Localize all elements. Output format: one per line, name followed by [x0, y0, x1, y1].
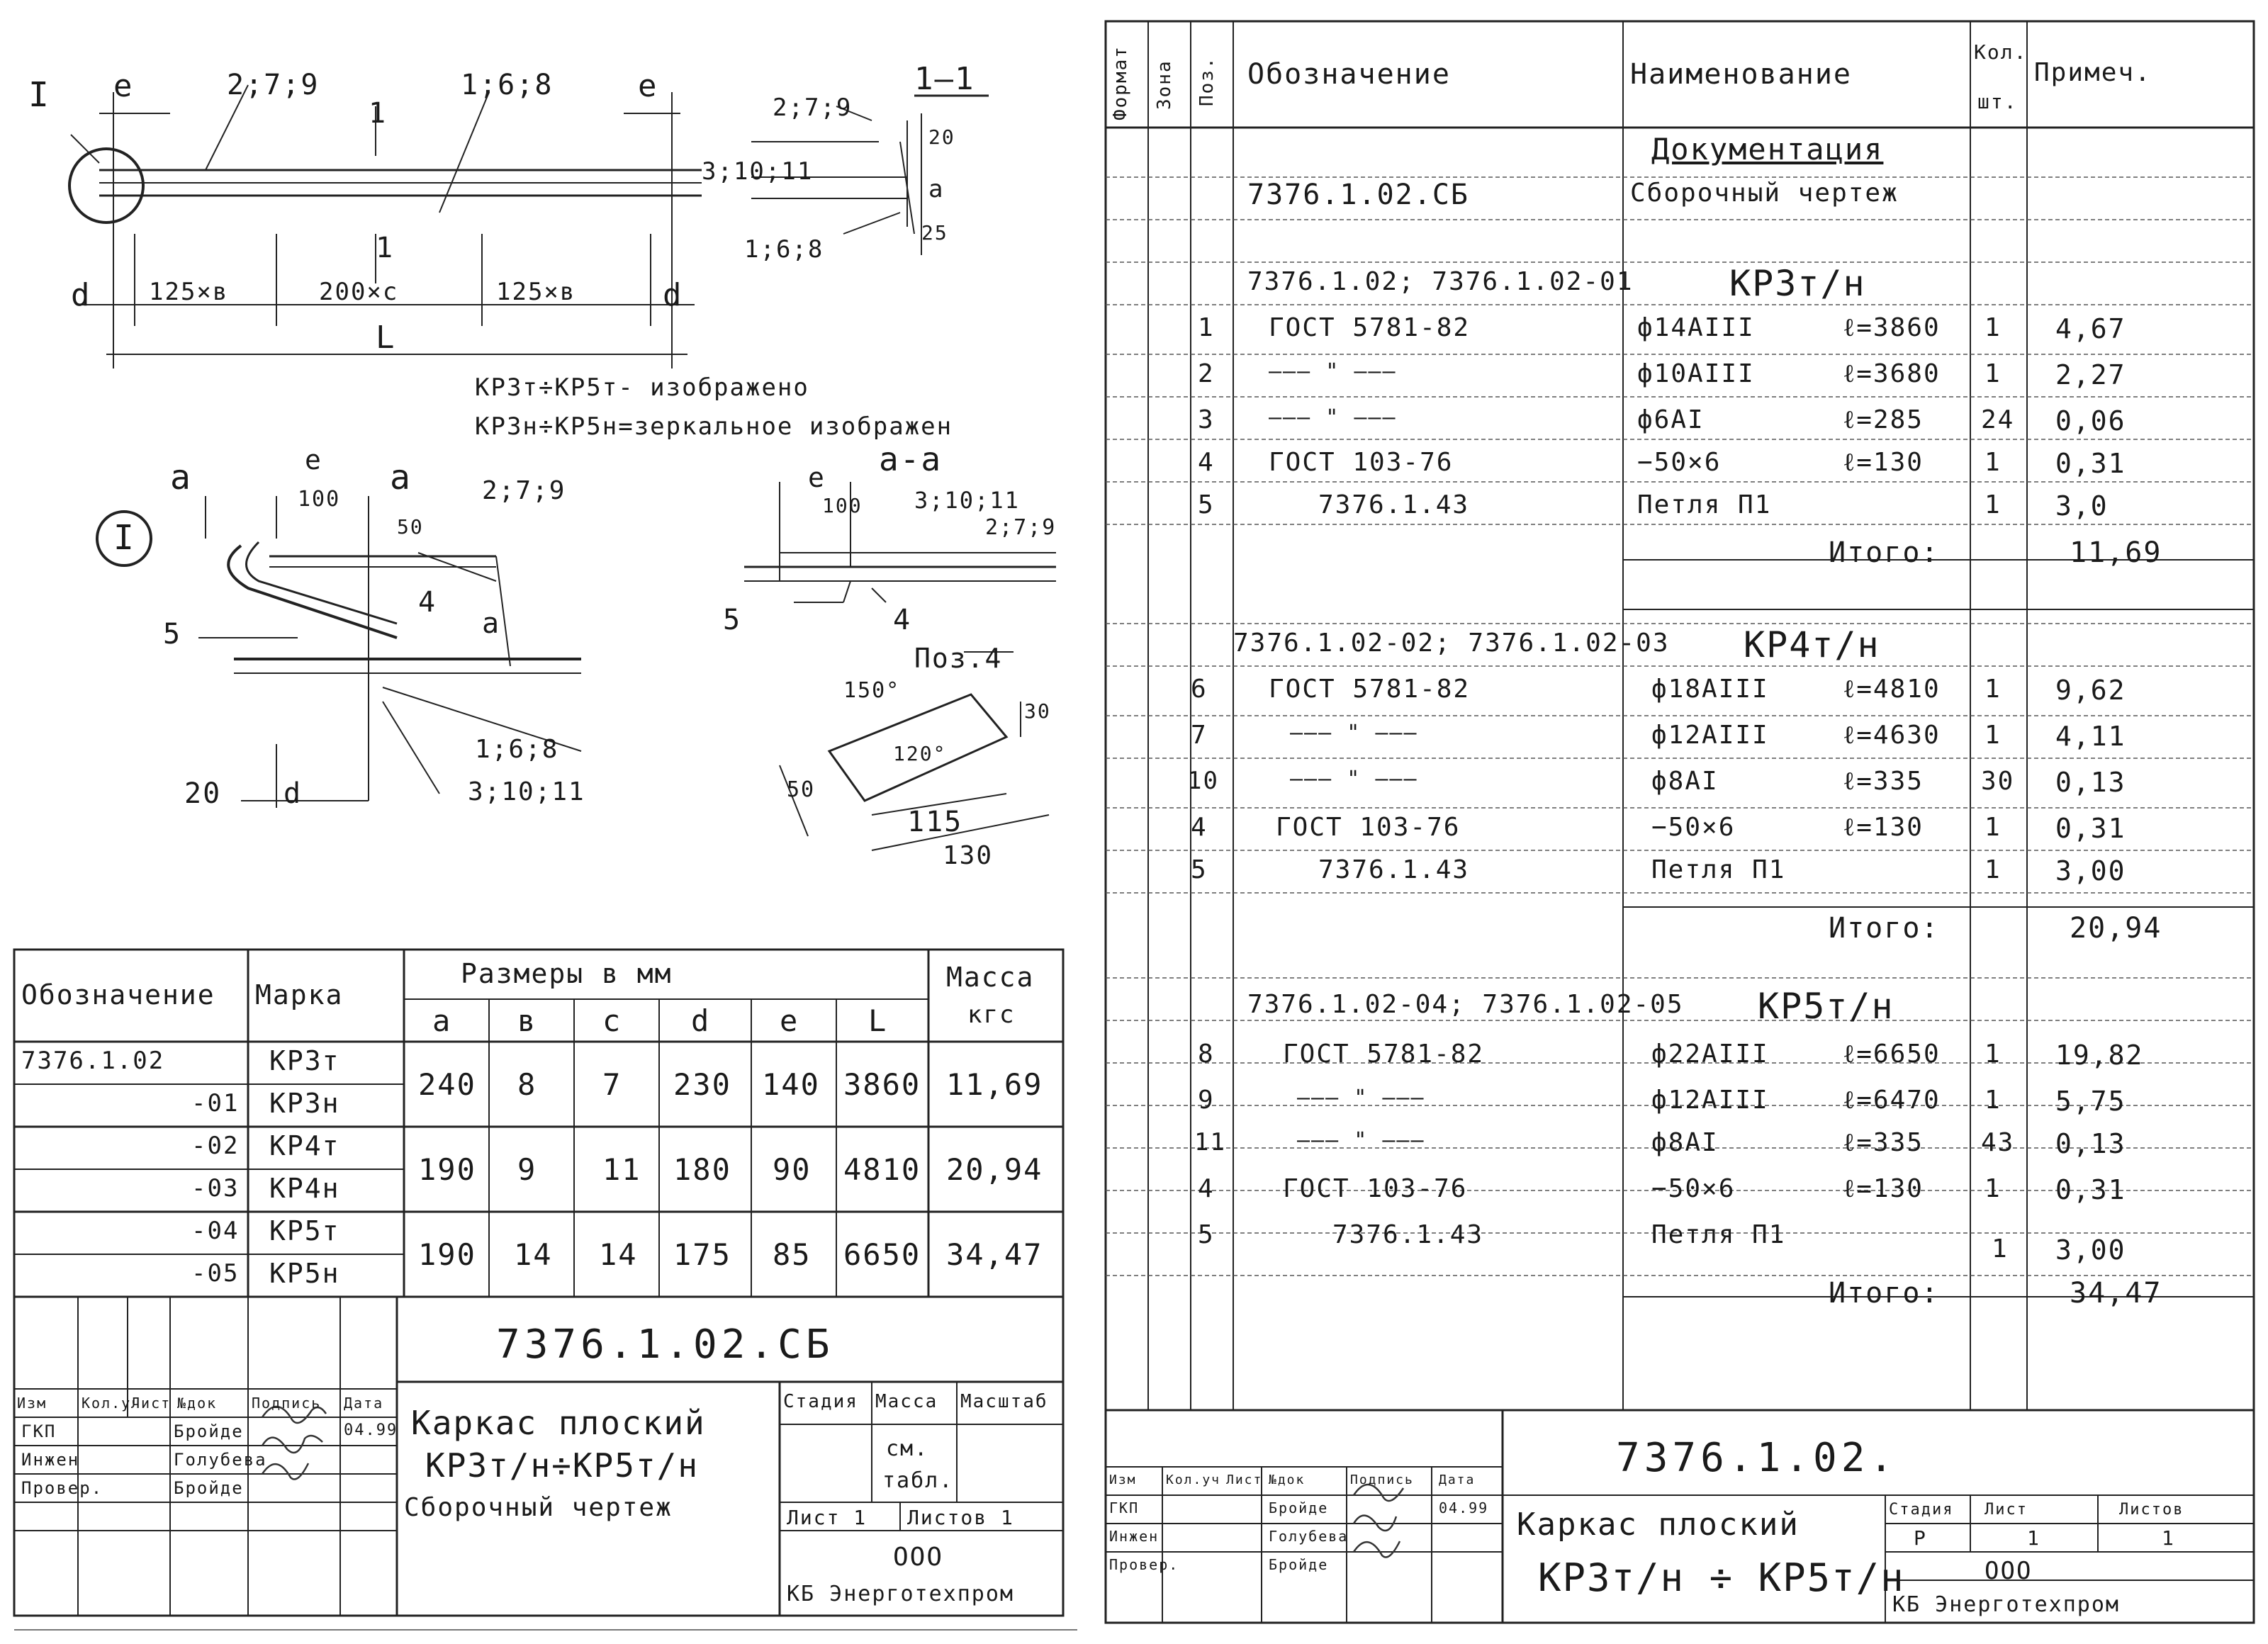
detail-e: е	[305, 444, 322, 475]
dims-val-a: 190	[418, 1152, 476, 1187]
dims-val-L: 4810	[843, 1152, 921, 1187]
spec-note: 2,27	[2055, 359, 2126, 390]
pos4-150: 150°	[843, 678, 901, 703]
spec-total-label: Итого:	[1829, 536, 1940, 569]
dims-h-designation: Обозначение	[21, 979, 215, 1010]
role-name: Голубева	[1269, 1528, 1349, 1545]
spec-designation: ——— " ———	[1297, 1086, 1425, 1110]
spec-length: ℓ=335	[1843, 767, 1924, 796]
spec-name: ф22АIII	[1651, 1040, 1769, 1069]
spec-length: ℓ=6650	[1843, 1040, 1941, 1069]
spec-name: ф10АIII	[1637, 359, 1755, 388]
node-I-label: I	[28, 75, 50, 115]
detail-pos-5: 5	[163, 618, 182, 651]
dims-val-a: 190	[418, 1237, 476, 1272]
spec-h-format: Формат	[1110, 45, 1131, 120]
spec-pos: 7	[1191, 721, 1208, 750]
dims-val-d: 180	[673, 1152, 731, 1187]
spec-name: ф12АIII	[1651, 721, 1769, 750]
dims-h-sizes: Размеры в мм	[461, 958, 673, 989]
spec-h-qty-1: Кол.	[1974, 40, 2028, 64]
spec-total: 11,69	[2070, 536, 2162, 569]
spec-length: ℓ=130	[1843, 813, 1924, 842]
right-stage-label: Стадия	[1889, 1501, 1954, 1519]
pos-279-top: 2;7;9	[227, 69, 320, 101]
aa-pos-31011: 3;10;11	[914, 487, 1020, 514]
dims-col-a: а	[432, 1003, 452, 1038]
dim-200c: 200×с	[319, 278, 399, 306]
section-pos-168: 1;6;8	[744, 235, 824, 264]
detail-pos-168: 1;6;8	[475, 735, 559, 764]
spec-qty: 24	[1981, 405, 2015, 434]
left-mass-value-2: табл.	[882, 1468, 954, 1493]
left-title-line3: Сборочный чертеж	[404, 1493, 673, 1522]
spec-pos: 2	[1198, 359, 1215, 388]
right-title-code: 7376.1.02.	[1616, 1435, 1898, 1481]
right-sheets-value: 1	[2162, 1526, 2175, 1550]
dim-d-right: d	[663, 277, 683, 313]
spec-h-pos: Поз.	[1196, 56, 1218, 106]
left-mass-value-1: см.	[886, 1436, 929, 1461]
spec-designation: ——— " ———	[1297, 1128, 1425, 1153]
dim-L: L	[376, 320, 396, 356]
dims-row-mark: КР4т	[269, 1130, 340, 1161]
dims-col-c: с	[602, 1003, 622, 1038]
spec-qty: 1	[1984, 1174, 2002, 1203]
dims-row-mark: КР5н	[269, 1258, 340, 1289]
dims-row-mark: КР3н	[269, 1088, 340, 1119]
section-mark-top: 1	[369, 97, 388, 130]
pos4-30: 30	[1024, 699, 1051, 723]
dims-row-designation: -01	[191, 1089, 240, 1117]
spec-note: 3,00	[2055, 855, 2126, 886]
rev-header-sign: Подпись	[252, 1395, 322, 1412]
dim-125b-right: 125×в	[496, 278, 576, 306]
spec-designation: ГОСТ 5781-82	[1283, 1040, 1485, 1069]
spec-qty: 1	[1984, 313, 2002, 342]
spec-group-title: КР3т/н	[1729, 263, 1866, 304]
right-org-name: КБ Энерготехпром	[1892, 1592, 2120, 1617]
role-name: Бройде	[1269, 1499, 1329, 1516]
role-label: ГКП	[21, 1421, 57, 1441]
spec-pos: 5	[1198, 490, 1215, 519]
rev-header-list: Лист	[1226, 1473, 1263, 1487]
spec-note: 3,0	[2055, 490, 2109, 522]
pos4-120: 120°	[893, 742, 947, 765]
note-line-2: КР3н÷КР5н=зеркальное изображен	[475, 412, 953, 441]
spec-pos: 11	[1194, 1128, 1226, 1156]
dims-val-b: 8	[517, 1067, 537, 1102]
section-mark-bottom: 1	[376, 232, 395, 264]
pos-168-top: 1;6;8	[461, 69, 554, 101]
dims-val-e: 85	[773, 1237, 812, 1272]
aa-100: 100	[822, 494, 863, 517]
spec-note: 0,31	[2055, 1174, 2126, 1205]
spec-qty: 1	[1984, 448, 2002, 477]
spec-note: 3,00	[2055, 1234, 2126, 1266]
left-org-name: КБ Энерготехпром	[787, 1582, 1014, 1606]
spec-doc-designation: 7376.1.02.СБ	[1247, 179, 1469, 211]
spec-designation: 7376.1.43	[1332, 1220, 1484, 1249]
detail-dim-20: 20	[184, 777, 222, 810]
rev-header-kolych: Кол.уч	[1166, 1473, 1221, 1487]
right-sheets-label: Листов	[2119, 1501, 2184, 1519]
detail-dim-d: d	[284, 777, 303, 810]
dims-h-mark: Марка	[255, 979, 344, 1010]
spec-note: 0,31	[2055, 813, 2126, 844]
dim-e-right: e	[638, 68, 658, 104]
section-pos-279: 2;7;9	[773, 94, 853, 122]
dims-val-e: 140	[762, 1067, 820, 1102]
pos4-50: 50	[787, 777, 816, 802]
role-name: Бройде	[1269, 1556, 1329, 1573]
rev-header-kolych: Кол.уч	[82, 1395, 142, 1412]
spec-total-label: Итого:	[1829, 912, 1940, 945]
spec-name: −50×6	[1651, 1174, 1736, 1203]
left-stage-label: Стадия	[783, 1391, 858, 1412]
dims-col-d: d	[691, 1003, 711, 1038]
spec-qty: 1	[1984, 675, 2002, 704]
dim-e-left: e	[113, 68, 134, 104]
spec-length: ℓ=130	[1843, 1174, 1924, 1203]
spec-designation: ГОСТ 103-76	[1269, 448, 1454, 477]
spec-name: Петля П1	[1651, 855, 1786, 884]
aa-pos-4: 4	[893, 604, 912, 636]
spec-doc-name: Сборочный чертеж	[1630, 179, 1899, 208]
spec-pos: 5	[1191, 855, 1208, 884]
aa-e: е	[808, 462, 826, 493]
dim-125b-left: 125×в	[149, 278, 229, 306]
spec-designation: ——— " ———	[1290, 767, 1418, 792]
rev-header-date: Дата	[344, 1395, 384, 1412]
dims-val-a: 240	[418, 1067, 476, 1102]
spec-qty: 1	[1984, 855, 2002, 884]
section-dim-20: 20	[928, 125, 955, 149]
spec-length: ℓ=3860	[1843, 313, 1941, 342]
spec-qty: 1	[1984, 490, 2002, 519]
spec-h-designation: Обозначение	[1247, 58, 1451, 91]
left-sheet-label: Лист 1	[787, 1506, 868, 1529]
spec-designation: ГОСТ 5781-82	[1269, 675, 1471, 704]
spec-pos: 8	[1198, 1040, 1215, 1069]
detail-a-mid: а	[482, 607, 501, 640]
dims-val-b: 14	[514, 1237, 553, 1272]
spec-note: 0,13	[2055, 767, 2126, 798]
left-title-line2: КР3т/н÷КР5т/н	[425, 1446, 700, 1485]
dims-val-L: 6650	[843, 1237, 921, 1272]
rev-header-list: Лист	[131, 1395, 172, 1412]
detail-a-left: а	[170, 458, 192, 497]
spec-designation: ——— " ———	[1269, 405, 1397, 430]
dims-val-c: 11	[602, 1152, 641, 1187]
spec-group-designation: 7376.1.02-04; 7376.1.02-05	[1247, 990, 1684, 1019]
rev-header-izm: Изм	[1109, 1473, 1137, 1487]
dims-col-e: е	[780, 1003, 799, 1038]
dims-row-designation: 7376.1.02	[21, 1047, 165, 1075]
spec-pos: 1	[1198, 313, 1215, 342]
dims-val-c: 7	[602, 1067, 622, 1102]
spec-designation: ГОСТ 5781-82	[1269, 313, 1471, 342]
detail-100: 100	[298, 487, 341, 512]
spec-name: −50×6	[1637, 448, 1722, 477]
spec-length: ℓ=335	[1843, 1128, 1924, 1157]
spec-note: 19,82	[2055, 1040, 2144, 1071]
role-label: Провер.	[21, 1478, 103, 1498]
right-title-line2: КР3т/н ÷ КР5т/н	[1538, 1555, 1905, 1600]
spec-designation: ——— " ———	[1290, 721, 1418, 745]
left-org-code: ООО	[893, 1543, 944, 1572]
spec-designation: 7376.1.43	[1318, 490, 1470, 519]
pos4-title: Поз.4	[914, 643, 1003, 674]
detail-50: 50	[397, 515, 424, 539]
spec-qty: 1	[1984, 1086, 2002, 1115]
right-stage-value: Р	[1914, 1526, 1927, 1550]
left-title-code: 7376.1.02.СБ	[496, 1322, 834, 1368]
dims-val-b: 9	[517, 1152, 537, 1187]
spec-length: ℓ=4810	[1843, 675, 1941, 704]
spec-name: ф8АI	[1651, 767, 1719, 796]
spec-length: ℓ=4630	[1843, 721, 1941, 750]
right-sheet-value: 1	[2027, 1526, 2040, 1550]
spec-note: 4,67	[2055, 313, 2126, 344]
dims-row-designation: -03	[191, 1174, 240, 1203]
dims-val-d: 230	[673, 1067, 731, 1102]
dims-row-mark: КР5т	[269, 1215, 340, 1246]
spec-note: 5,75	[2055, 1086, 2126, 1117]
spec-name: ф12АIII	[1651, 1086, 1769, 1115]
role-name: Бройде	[174, 1421, 244, 1441]
role-date: 04.99	[344, 1421, 398, 1439]
role-label: ГКП	[1109, 1499, 1140, 1516]
spec-h-qty-2: шт.	[1977, 90, 2018, 113]
dims-val-mass: 20,94	[946, 1152, 1043, 1187]
spec-name: Петля П1	[1637, 490, 1772, 519]
spec-total: 20,94	[2070, 912, 2162, 945]
spec-name: ф8АI	[1651, 1128, 1719, 1157]
spec-doc-section: Документация	[1651, 132, 1884, 167]
right-org-code: ООО	[1984, 1557, 2033, 1585]
pos4-115: 115	[907, 806, 963, 838]
spec-pos: 4	[1198, 448, 1215, 477]
spec-qty: 1	[1984, 1040, 2002, 1069]
dims-val-d: 175	[673, 1237, 731, 1272]
detail-a-right: а	[390, 458, 412, 497]
role-date: 04.99	[1439, 1499, 1489, 1516]
spec-pos: 5	[1198, 1220, 1215, 1249]
aa-pos-279: 2;7;9	[985, 515, 1057, 540]
spec-total-label: Итого:	[1829, 1277, 1940, 1310]
dims-val-c: 14	[599, 1237, 638, 1272]
role-label: Провер.	[1109, 1556, 1179, 1573]
dims-val-L: 3860	[843, 1067, 921, 1102]
detail-I-label: I	[113, 518, 135, 558]
dims-val-mass: 34,47	[946, 1237, 1043, 1272]
right-sheet-label: Лист	[1984, 1501, 2028, 1519]
rev-header-date: Дата	[1439, 1473, 1476, 1487]
spec-name: ф6АI	[1637, 405, 1705, 434]
role-label: Инжен	[21, 1450, 80, 1470]
section-1-1-title: 1—1	[914, 61, 975, 97]
spec-name: ф18АIII	[1651, 675, 1769, 704]
spec-h-note: Примеч.	[2034, 58, 2152, 87]
spec-total: 34,47	[2070, 1277, 2162, 1310]
spec-group-designation: 7376.1.02-02; 7376.1.02-03	[1233, 629, 1670, 658]
spec-pos: 4	[1198, 1174, 1215, 1203]
spec-qty: 30	[1981, 767, 2015, 796]
dims-col-b: в	[517, 1003, 537, 1038]
section-aa-title: а-а	[879, 440, 943, 478]
spec-group-designation: 7376.1.02; 7376.1.02-01	[1247, 267, 1634, 296]
spec-h-zone: Зона	[1154, 60, 1175, 110]
dims-val-e: 90	[773, 1152, 812, 1187]
spec-designation: ——— " ———	[1269, 359, 1397, 384]
spec-pos: 3	[1198, 405, 1215, 434]
spec-designation: ГОСТ 103-76	[1283, 1174, 1468, 1203]
left-sheets-label: Листов 1	[907, 1506, 1014, 1529]
rev-header-ndoc: №док	[177, 1395, 218, 1412]
spec-note: 4,11	[2055, 721, 2126, 752]
spec-note: 0,31	[2055, 448, 2126, 479]
aa-pos-5: 5	[723, 604, 742, 636]
left-title-line1: Каркас плоский	[411, 1404, 706, 1442]
right-title-line1: Каркас плоский	[1517, 1507, 1800, 1543]
spec-name: Петля П1	[1651, 1220, 1786, 1249]
spec-length: ℓ=285	[1843, 405, 1924, 434]
dims-col-L: L	[868, 1003, 888, 1038]
detail-pos-279: 2;7;9	[482, 476, 566, 505]
left-scale-label: Масштаб	[960, 1391, 1048, 1412]
dim-d-left: d	[71, 277, 91, 313]
pos4-130: 130	[943, 841, 994, 870]
left-mass-label: Масса	[875, 1391, 938, 1412]
spec-length: ℓ=3680	[1843, 359, 1941, 388]
spec-group-title: КР4т/н	[1744, 624, 1880, 665]
note-line-1: КР3т÷КР5т- изображено	[475, 373, 809, 402]
spec-length: ℓ=6470	[1843, 1086, 1941, 1115]
dims-row-mark: КР3т	[269, 1045, 340, 1076]
section-pos-31011: 3;10;11	[702, 157, 814, 186]
rev-header-sign: Подпись	[1350, 1473, 1414, 1487]
spec-note: 0,13	[2055, 1128, 2126, 1159]
detail-pos-31011: 3;10;11	[468, 777, 585, 806]
dims-val-mass: 11,69	[946, 1067, 1043, 1102]
spec-pos: 10	[1187, 767, 1219, 795]
spec-name: −50×6	[1651, 813, 1736, 842]
spec-qty: 1	[1984, 813, 2002, 842]
spec-qty: 1	[1992, 1234, 2009, 1263]
rev-header-izm: Изм	[17, 1395, 47, 1412]
spec-h-name: Наименование	[1630, 58, 1852, 91]
detail-pos-4: 4	[418, 586, 437, 619]
section-dim-25: 25	[921, 221, 948, 244]
dims-row-designation: -02	[191, 1132, 240, 1160]
spec-note: 9,62	[2055, 675, 2126, 706]
spec-pos: 6	[1191, 675, 1208, 704]
dims-row-mark: КР4н	[269, 1173, 340, 1204]
spec-name: ф14АIII	[1637, 313, 1755, 342]
spec-pos: 4	[1191, 813, 1208, 842]
role-name: Бройде	[174, 1478, 244, 1498]
role-label: Инжен	[1109, 1528, 1160, 1545]
rev-header-ndoc: №док	[1269, 1473, 1306, 1487]
dims-h-mass: Масса	[946, 962, 1035, 993]
dims-row-designation: -04	[191, 1217, 240, 1245]
spec-qty: 1	[1984, 359, 2002, 388]
spec-note: 0,06	[2055, 405, 2126, 437]
spec-group-title: КР5т/н	[1758, 986, 1894, 1027]
spec-qty: 1	[1984, 721, 2002, 750]
dims-row-designation: -05	[191, 1259, 240, 1288]
spec-designation: 7376.1.43	[1318, 855, 1470, 884]
spec-qty: 43	[1981, 1128, 2015, 1157]
spec-designation: ГОСТ 103-76	[1276, 813, 1461, 842]
section-dim-a: а	[928, 175, 945, 203]
role-name: Голубева	[174, 1450, 267, 1470]
spec-pos: 9	[1198, 1086, 1215, 1115]
dims-h-mass-unit: кгс	[967, 1001, 1016, 1029]
spec-length: ℓ=130	[1843, 448, 1924, 477]
